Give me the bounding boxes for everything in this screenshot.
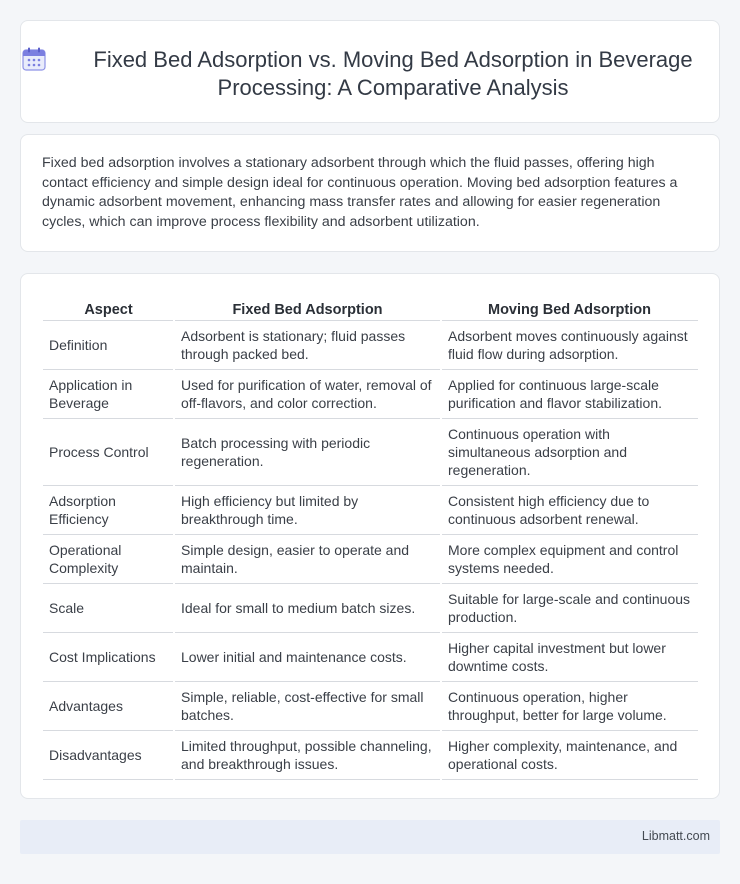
table-row (43, 485, 698, 534)
table-header-row (43, 296, 698, 320)
fixed-bed-cell: Lower initial and maintenance costs. (174, 632, 441, 681)
moving-bed-cell: Higher capital investment but lower downtime costs. (441, 632, 698, 681)
intro-paragraph: Fixed bed adsorption involves a stationary adsorbent through which the fluid passes, offering high contact efficiency and simple design ideal for continuous operation. Moving bed adsorption features a dynamic adsorbent movement, enhancing mass transfer rates and allowing for easier regeneration cycles, which can improve process flexibility and adsorbent utilization. (42, 155, 678, 230)
aspect-cell: Operational Complexity (43, 534, 174, 583)
page-title: Fixed Bed Adsorption vs. Moving Bed Adsorption in Beverage Processing: A Comparative Analysis (93, 47, 693, 100)
moving-bed-cell: Continuous operation with simultaneous adsorption and regeneration. (441, 418, 698, 485)
table-row (43, 534, 698, 583)
aspect-cell: Advantages (43, 681, 174, 730)
aspect-cell: Definition (43, 320, 174, 369)
moving-bed-cell: More complex equipment and control systems needed. (441, 534, 698, 583)
table-row (43, 369, 698, 418)
aspect-cell: Cost Implications (43, 632, 174, 681)
header-fixed-bed: Fixed Bed Adsorption (174, 296, 441, 320)
intro-card (20, 134, 720, 252)
fixed-bed-cell: Simple, reliable, cost-effective for small batches. (174, 681, 441, 730)
fixed-bed-cell: Ideal for small to medium batch sizes. (174, 583, 441, 632)
footer-bar (20, 820, 720, 854)
aspect-cell: Application in Beverage (43, 369, 174, 418)
table-row (43, 418, 698, 485)
fixed-bed-cell: Adsorbent is stationary; fluid passes through packed bed. (174, 320, 441, 369)
moving-bed-cell: Continuous operation, higher throughput, better for large volume. (441, 681, 698, 730)
fixed-bed-cell: Used for purification of water, removal of off-flavors, and color correction. (174, 369, 441, 418)
moving-bed-cell: Higher complexity, maintenance, and operational costs. (441, 730, 698, 779)
fixed-bed-cell: Limited throughput, possible channeling, and breakthrough issues. (174, 730, 441, 779)
title-card (20, 20, 720, 123)
calendar-icon (21, 46, 47, 72)
fixed-bed-cell: Simple design, easier to operate and maintain. (174, 534, 441, 583)
moving-bed-cell: Suitable for large-scale and continuous production. (441, 583, 698, 632)
moving-bed-cell: Applied for continuous large-scale purification and flavor stabilization. (441, 369, 698, 418)
table-row (43, 632, 698, 681)
moving-bed-cell: Consistent high efficiency due to continuous adsorbent renewal. (441, 485, 698, 534)
comparison-table (43, 296, 698, 780)
table-row (43, 320, 698, 369)
header-moving-bed: Moving Bed Adsorption (441, 296, 698, 320)
aspect-cell: Process Control (43, 418, 174, 485)
fixed-bed-cell: High efficiency but limited by breakthrough time. (174, 485, 441, 534)
moving-bed-cell: Adsorbent moves continuously against fluid flow during adsorption. (441, 320, 698, 369)
table-row (43, 583, 698, 632)
aspect-cell: Scale (43, 583, 174, 632)
aspect-cell: Adsorption Efficiency (43, 485, 174, 534)
table-row (43, 730, 698, 779)
aspect-cell: Disadvantages (43, 730, 174, 779)
comparison-card (20, 273, 720, 799)
fixed-bed-cell: Batch processing with periodic regeneration. (174, 418, 441, 485)
footer-site-link[interactable]: Libmatt.com (641, 829, 710, 843)
header-aspect: Aspect (43, 296, 174, 320)
table-row (43, 681, 698, 730)
